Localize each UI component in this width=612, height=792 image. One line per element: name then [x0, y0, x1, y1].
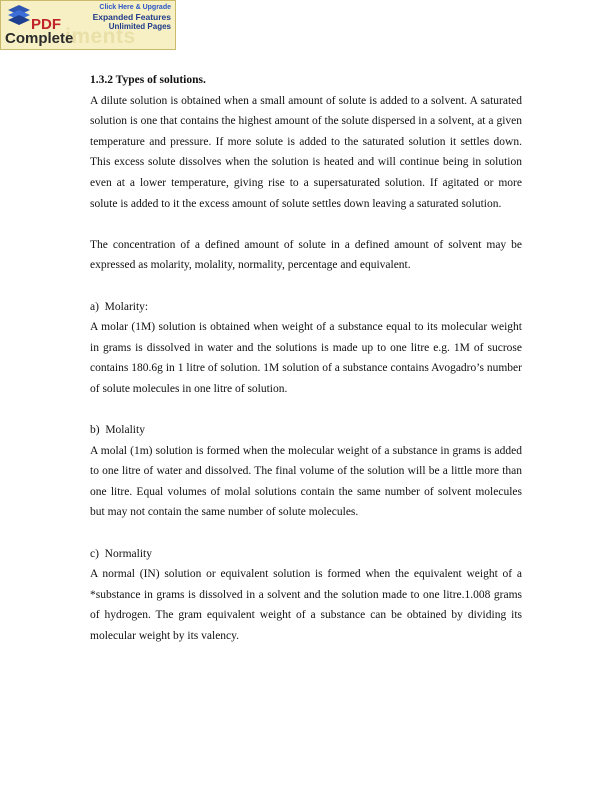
paragraph-normality: A normal (IN) solution or equivalent solution is formed when the equivalent weight of a *substance in grams is dissolved in a solvent and the solution made to one litre.1.008 grams of hydrogen. The gram equivalent weight of a substance can be obtained by dividing its molecular weight by its valency. [90, 568, 522, 643]
promo-line-2[interactable]: Expanded Features [92, 12, 171, 22]
promo-line-1[interactable]: Click Here & Upgrade [99, 4, 171, 11]
upgrade-promo[interactable] [93, 4, 171, 32]
section-heading: 1.3.2 Types of solutions. [90, 74, 206, 86]
subheading-normality: c) Normality [90, 547, 152, 560]
banner-watermark: iments [65, 25, 136, 48]
pdf-complete-banner[interactable] [0, 0, 176, 50]
banner-pdf-label: PDF [31, 16, 61, 33]
subheading-molarity: a) Molarity: [90, 300, 149, 313]
banner-complete-label: Complete [5, 30, 74, 47]
paragraph-molality: A molal (1m) solution is formed when the molecular weight of a substance in grams is added to one litre of water and dissolved. The final volume of the solution will be a little more than one litre. Equal volumes of molal solutions contain the same number of solvent molecules but may not contain the same number of solute molecules. [90, 444, 522, 519]
paragraph-solutions: A dilute solution is obtained when a small amount of solute is added to a solvent. A saturated solution is one that contains the highest amount of the solute dispersed in a solvent, at a given temperature and pressure. If more solute is added to the saturated solution it settles down. This excess solute dissolves when the solution is heated and will continue being in solution even at a lower temperature, giving rise to a supersaturated solution. If agitated or more solute is added to it the excess amount of solute settles down leaving a saturated solution. [90, 94, 522, 210]
promo-line-3[interactable]: Unlimited Pages [108, 22, 171, 31]
paragraph-concentration: The concentration of a defined amount of solute in a defined amount of solvent may be expressed as molarity, molality, normality, percentage and equivalent. [90, 238, 522, 272]
pdf-complete-logo-icon [6, 4, 32, 28]
subheading-molality: b) Molality [90, 424, 145, 437]
paragraph-molarity: A molar (1M) solution is obtained when weight of a substance equal to its molecular weight in grams is dissolved in water and the solutions is made up to one litre e.g. 1M of sucrose contains 180.6g in 1 litre of solution. 1M solution of a substance contains Avogadro’s number of solute molecules in one litre of solution. [90, 321, 522, 395]
document-body [90, 70, 522, 647]
